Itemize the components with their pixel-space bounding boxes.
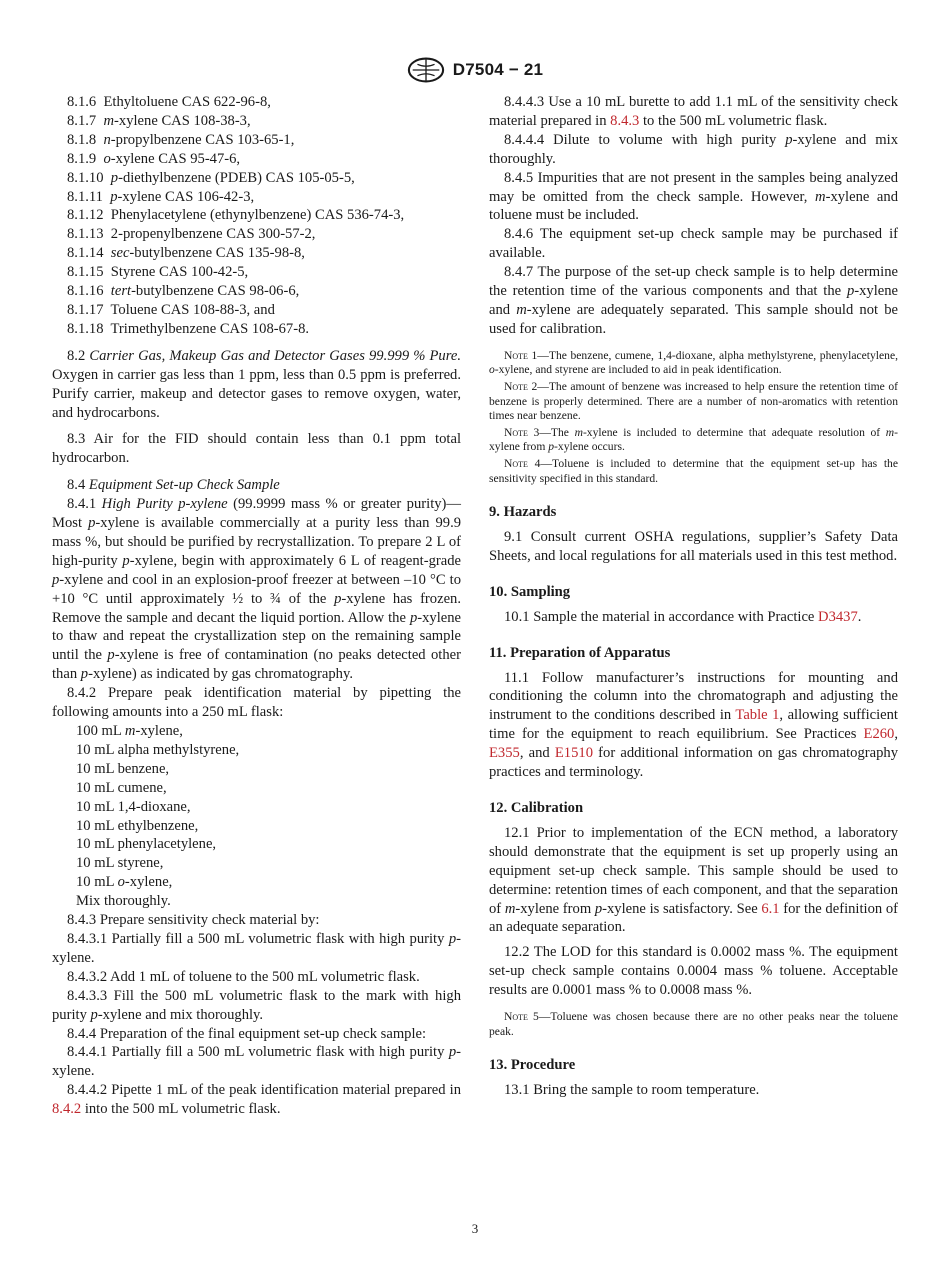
section-8-4-3-3: 8.4.3.3 Fill the 500 mL volumetric flask to the mark with high purity p-xylene and mix thoroughly. — [52, 987, 461, 1023]
link-8-4-3[interactable]: 8.4.3 — [610, 112, 640, 129]
cas-list — [52, 93, 461, 339]
section-11-1: 11.1 Follow manufacturer’s instructions for mounting and conditioning the column into the chromatograph and adjusting the instrument to the conditions described in Table 1, allowing sufficient time for the equipment to reach equilibrium. See Practices E260, E355, and E1510 for additional information on gas chromatography practices and terminology. — [489, 669, 898, 781]
astm-logo-icon — [407, 56, 445, 84]
section-8-3: 8.3 Air for the FID should contain less than 0.1 ppm total hydrocarbon. — [52, 431, 461, 467]
link-table-1[interactable]: Table 1 — [735, 707, 780, 724]
link-e1510[interactable]: E1510 — [554, 745, 593, 762]
section-13-1: 13.1 Bring the sample to room temperature. — [504, 1082, 760, 1099]
section-8-4-4-2: 8.4.4.2 Pipette 1 mL of the peak identification material prepared in 8.4.2 into the 500 mL volumetric flask. — [52, 1082, 461, 1118]
cas-list-item: 8.1.11 p-xylene CAS 106-42-3, — [67, 188, 255, 205]
left-column — [52, 93, 461, 1119]
heading-preparation-of-apparatus: 11. Preparation of Apparatus — [489, 644, 671, 661]
section-8-4-4-4: 8.4.4.4 Dilute to volume with high purity p-xylene and mix thoroughly. — [489, 131, 898, 167]
heading-hazards: 9. Hazards — [489, 504, 557, 521]
page-number: 3 — [471, 1221, 479, 1236]
cas-list-item: 8.1.18 Trimethylbenzene CAS 108-67-8. — [67, 320, 310, 337]
standard-designation: D7504 − 21 — [452, 60, 544, 79]
section-8-4-3-1: 8.4.3.1 Partially fill a 500 mL volumetric flask with high purity p-xylene. — [52, 930, 461, 966]
cas-list-item: 8.1.10 p-diethylbenzene (PDEB) CAS 105-05-5, — [67, 169, 355, 186]
cas-list-item: 8.1.17 Toluene CAS 108-88-3, and — [67, 301, 275, 318]
section-10-1: 10.1 Sample the material in accordance with Practice D3437. — [504, 608, 862, 625]
note-1: Note 1—The benzene, cumene, 1,4-dioxane, alpha methylstyrene, phenylacetylene, o-xylene, and styrene are included to aid in peak identification. — [489, 348, 898, 377]
cas-list-item: 8.1.14 sec-butylbenzene CAS 135-98-8, — [67, 245, 305, 262]
section-8-4-2: 8.4.2 Prepare peak identification material by pipetting the following amounts into a 250 mL flask: — [52, 685, 461, 721]
heading-calibration: 12. Calibration — [489, 800, 584, 816]
cas-list-item: 8.1.12 Phenylacetylene (ethynylbenzene) CAS 536-74-3, — [67, 207, 405, 224]
peak-list-item: 10 mL alpha methylstyrene, — [76, 741, 240, 758]
section-8-4-4-3: 8.4.4.3 Use a 10 mL burette to add 1.1 mL of the sensitivity check material prepared in 8.4.3 to the 500 mL volumetric flask. — [489, 94, 898, 129]
cas-list-item: 8.1.16 tert-butylbenzene CAS 98-06-6, — [67, 283, 300, 300]
section-8-4-5: 8.4.5 Impurities that are not present in the samples being analyzed may be omitted from the check sample. However, m-xylene and toluene must be included. — [489, 169, 899, 224]
note-5: Note 5—Toluene was chosen because there are no other peaks near the toluene peak. — [489, 1010, 898, 1038]
page-header — [0, 55, 950, 85]
section-8-2: 8.2 Carrier Gas, Makeup Gas and Detector Gases 99.999 % Pure. Oxygen in carrier gas less than 1 ppm, less than 0.5 ppm is preferred. Purify carrier, makeup and detector gases to remove oxygen, water, and hydrocarbons. — [52, 347, 461, 421]
section-8-4-7: 8.4.7 The purpose of the set-up check sample is to help determine the retention time of the various components and that the p-xylene and m-xylene are adequately separated. This sample should not be used for calibration. — [489, 264, 898, 337]
link-8-4-2[interactable]: 8.4.2 — [52, 1101, 82, 1118]
peak-list-item: 10 mL cumene, — [76, 779, 167, 796]
cas-list-item: 8.1.6 Ethyltoluene CAS 622-96-8, — [67, 94, 271, 110]
cas-list-item: 8.1.15 Styrene CAS 100-42-5, — [67, 264, 249, 281]
section-8-4-3: 8.4.3 Prepare sensitivity check material by: — [67, 912, 320, 929]
section-8-4-1: 8.4.1 High Purity p-xylene (99.9999 mass % or greater purity)—Most p-xylene is available commercially at a purity less than 99.9 mass %, but should be purified by recrystallization. To prepare 2 L of high-purity p-xylene, begin with approximately 6 L of reagent-grade p-xylene and cool in an explosion-proof freezer at between –10 °C to +10 °C until approximately ½ to ¾ of the p-xylene has frozen. Remove the sample and decant the liquid portion. Allow the p-xylene to thaw and repeat the crystallization step on the remaining sample until the p-xylene is free of contamination (no peaks detected other than p-xylene) as indicated by gas chromatography. — [52, 496, 462, 683]
peak-list-item: 100 mL m-xylene, — [76, 723, 183, 739]
peak-list-item: 10 mL benzene, — [76, 760, 170, 777]
peak-list-item: 10 mL ethylbenzene, — [76, 817, 199, 834]
mix-instruction: Mix thoroughly. — [76, 893, 171, 910]
peak-list-item: 10 mL o-xylene, — [76, 874, 173, 891]
section-12-2: 12.2 The LOD for this standard is 0.0002 mass %. The equipment set-up check sample contains 0.0004 mass % toluene. Acceptable results are 0.0001 mass % to 0.0008 mass %. — [489, 944, 898, 999]
note-3: Note 3—The m-xylene is included to determine that adequate resolution of m-xylene from p-xylene occurs. — [489, 425, 898, 454]
link-d3437[interactable]: D3437 — [818, 608, 858, 625]
section-12-1: 12.1 Prior to implementation of the ECN method, a laboratory should demonstrate that the equipment is set up properly using an equipment set-up check sample. This sample should be used to determine: retention times of each component, and that the separation of m-xylene from p-xylene is satisfactory. See 6.1 for the definition of an adequate separation. — [489, 824, 898, 936]
right-column — [489, 93, 898, 1100]
cas-list-item: 8.1.9 o-xylene CAS 95-47-6, — [67, 150, 241, 167]
cas-list-item: 8.1.8 n-propylbenzene CAS 103-65-1, — [67, 131, 295, 148]
section-8-4: 8.4 Equipment Set-up Check Sample — [67, 477, 280, 494]
heading-sampling: 10. Sampling — [489, 583, 571, 600]
link-e355[interactable]: E355 — [489, 745, 520, 762]
peak-list-item: 10 mL styrene, — [76, 855, 164, 872]
heading-procedure: 13. Procedure — [489, 1057, 576, 1074]
section-8-4-4: 8.4.4 Preparation of the final equipment set-up check sample: — [67, 1025, 427, 1042]
peak-list-item: 10 mL phenylacetylene, — [76, 836, 217, 853]
peak-identification-list — [52, 722, 461, 892]
cas-list-item: 8.1.7 m-xylene CAS 108-38-3, — [67, 112, 251, 129]
link-e260[interactable]: E260 — [863, 726, 895, 743]
section-8-4-3-2: 8.4.3.2 Add 1 mL of toluene to the 500 mL volumetric flask. — [67, 968, 420, 985]
section-9-1: 9.1 Consult current OSHA regulations, supplier’s Safety Data Sheets, and local regulations for all materials used in this test method. — [489, 529, 898, 564]
cas-list-item: 8.1.13 2-propenylbenzene CAS 300-57-2, — [67, 226, 316, 243]
link-6-1[interactable]: 6.1 — [761, 900, 780, 917]
note-2: Note 2—The amount of benzene was increased to help ensure the retention time of benzene is properly determined. There are a number of non-aromatics with retention times near benzene. — [489, 379, 898, 423]
note-4: Note 4—Toluene is included to determine that the equipment set-up has the sensitivity specified in this standard. — [489, 456, 898, 485]
section-8-4-4-1: 8.4.4.1 Partially fill a 500 mL volumetric flask with high purity p-xylene. — [52, 1044, 461, 1080]
peak-list-item: 10 mL 1,4-dioxane, — [76, 798, 191, 815]
section-8-4-6: 8.4.6 The equipment set-up check sample may be purchased if available. — [489, 226, 898, 262]
